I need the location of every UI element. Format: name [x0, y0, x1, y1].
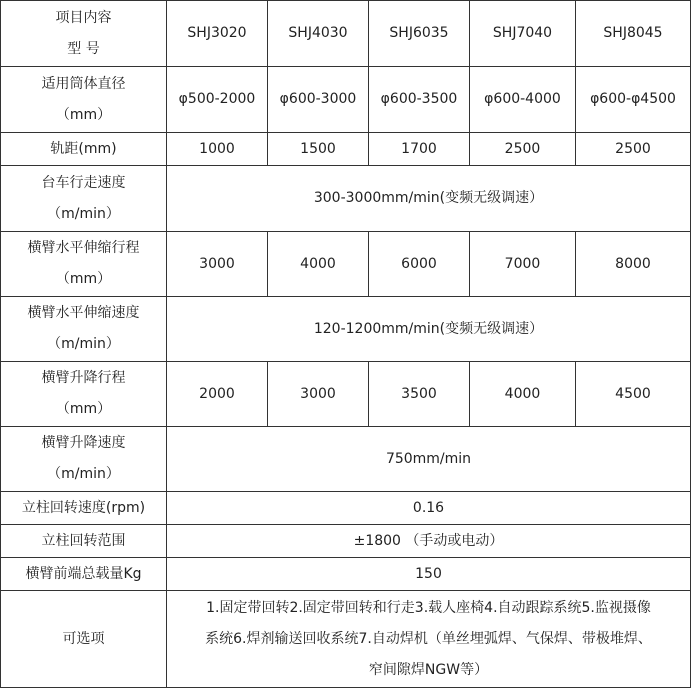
model-header: SHJ6035: [369, 1, 470, 67]
cell-value-merged: ±1800 （手动或电动）: [167, 525, 691, 558]
row-label-line2: （mm）: [55, 106, 112, 123]
row-label-line2: （m/min）: [47, 336, 120, 352]
row-label-line2: （mm）: [55, 401, 112, 417]
row-arm-travel: [1, 232, 691, 297]
cell-value: 1700: [369, 133, 470, 166]
row-label: 可选项: [1, 591, 167, 688]
cell-value-merged: [167, 591, 691, 688]
row-rotation-range: [1, 525, 691, 558]
cell-value: 3000: [167, 232, 268, 297]
model-header: SHJ7040: [470, 1, 576, 67]
row-label: [1, 427, 167, 492]
cell-value: φ500-2000: [167, 67, 268, 133]
row-label: 横臂前端总载量Kg: [1, 558, 167, 591]
row-label: 立柱回转速度(rpm): [1, 492, 167, 525]
row-label: [1, 67, 167, 133]
cell-value-merged: 120-1200mm/min(变频无级调速）: [167, 297, 691, 362]
row-label-line2: （m/min）: [47, 466, 120, 482]
cell-value: φ600-3000: [268, 67, 369, 133]
row-trolley-speed: [1, 166, 691, 232]
options-line2: 系统6.焊剂输送回收系统7.自动焊机（单丝埋弧焊、气保焊、带极堆焊、: [205, 630, 652, 647]
row-label-line1: 横臂升降行程: [41, 370, 126, 386]
cell-value: 1000: [167, 133, 268, 166]
cell-value: 4000: [268, 232, 369, 297]
row-label-line1: 横臂升降速度: [41, 435, 126, 451]
model-header: SHJ3020: [167, 1, 268, 67]
row-label-line2: （m/min）: [47, 205, 120, 222]
cell-value: φ600-3500: [369, 67, 470, 133]
row-lift-speed: [1, 427, 691, 492]
header-label-cell: [1, 1, 167, 67]
row-label-line1: 横臂水平伸缩行程: [27, 240, 140, 256]
cell-value: 7000: [470, 232, 576, 297]
row-label-line1: 横臂水平伸缩速度: [27, 305, 140, 321]
row-arm-speed: [1, 297, 691, 362]
header-label-line1: 项目内容: [55, 9, 112, 26]
cell-value: 8000: [576, 232, 691, 297]
cell-value-merged: 750mm/min: [167, 427, 691, 492]
row-lift-travel: [1, 362, 691, 427]
cell-value-merged: 0.16: [167, 492, 691, 525]
cell-value: 2000: [167, 362, 268, 427]
row-label-line1: 台车行走速度: [41, 174, 126, 191]
row-diameter: [1, 67, 691, 133]
row-gauge: [1, 133, 691, 166]
row-label: 立柱回转范围: [1, 525, 167, 558]
cell-value: 3000: [268, 362, 369, 427]
cell-value: 3500: [369, 362, 470, 427]
row-label: [1, 166, 167, 232]
row-label: [1, 362, 167, 427]
row-label-line2: （mm）: [55, 271, 112, 287]
cell-value: 1500: [268, 133, 369, 166]
model-header: SHJ4030: [268, 1, 369, 67]
cell-value-merged: 300-3000mm/min(变频无级调速）: [167, 166, 691, 232]
options-line3: 窄间隙焊NGW等）: [368, 661, 489, 678]
cell-value: 2500: [576, 133, 691, 166]
row-load: [1, 558, 691, 591]
cell-value: 4000: [470, 362, 576, 427]
options-line1: 1.固定带回转2.固定带回转和行走3.载人座椅4.自动跟踪系统5.监视摄像: [206, 599, 651, 616]
model-header: SHJ8045: [576, 1, 691, 67]
row-label-line1: 适用筒体直径: [41, 75, 126, 92]
cell-value: 6000: [369, 232, 470, 297]
cell-value: 2500: [470, 133, 576, 166]
row-label: 轨距(mm): [1, 133, 167, 166]
row-label: [1, 232, 167, 297]
row-options: [1, 591, 691, 688]
header-row: [1, 1, 691, 67]
cell-value: 4500: [576, 362, 691, 427]
row-label: [1, 297, 167, 362]
cell-value: φ600-4000: [470, 67, 576, 133]
row-rotation-speed: [1, 492, 691, 525]
header-label-line2: 型 号: [67, 40, 100, 57]
cell-value-merged: 150: [167, 558, 691, 591]
cell-value: φ600-φ4500: [576, 67, 691, 133]
